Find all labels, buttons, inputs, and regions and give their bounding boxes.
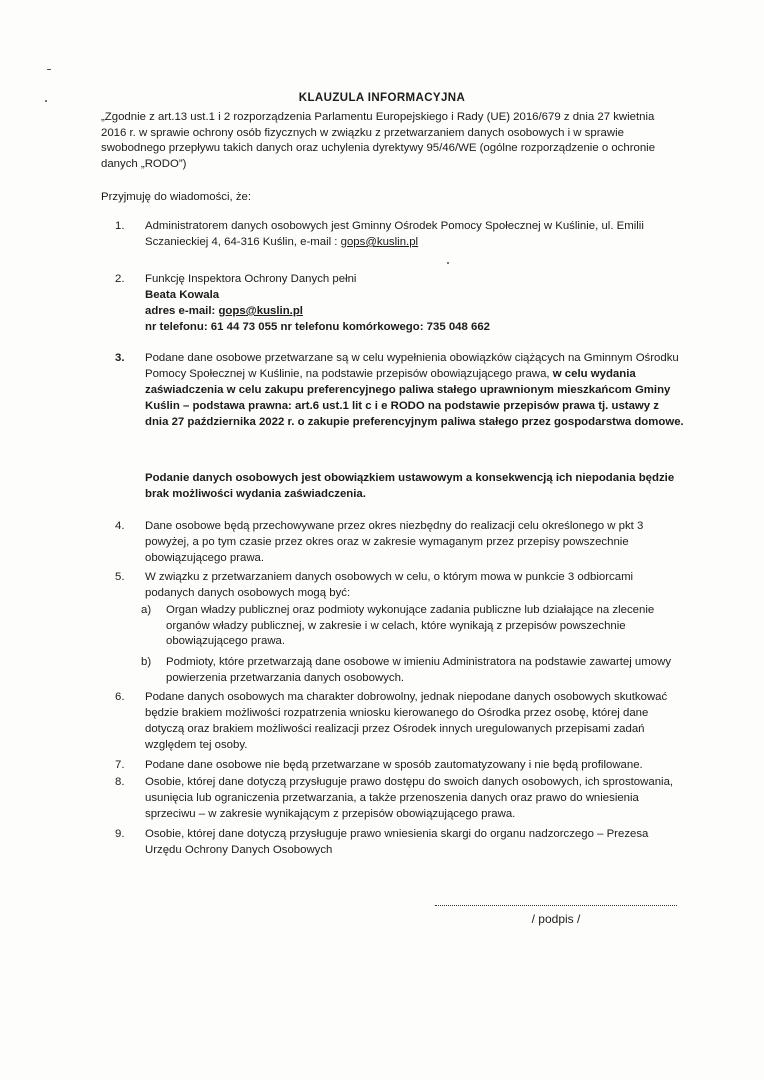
clause-text: Podane danych osobowych ma charakter dobrowolny, jednak niepodane danych osobowych skutkować będzie brakiem możliwości rozpatrzenia wniosku kierowanego do Ośrodka przez osobę, której dane dotyczą oraz brakiem możliwości realizacji przez Ośrodek innych uregulowanych przepisami zadań względem tej osoby. [145,691,668,751]
inspector-email-line [145,303,685,319]
clause-item-4 [115,518,685,566]
signature-label: / podpis / [531,912,581,926]
inspector-email-label: adres e-mail: [145,305,219,317]
legal-basis-intro: „Zgodnie z art.13 ust.1 i 2 rozporządzenia Parlamentu Europejskiego i Rady (UE) 2016/679 z dnia 27 kwietnia 2016 r. w sprawie ochrony osób fizycznych w związku z przetwarzaniem danych osobowych i w sprawie swobodnego przepływu takich danych oraz uchylenia dyrektywy 95/46/WE (ogólne rozporządzenie o ochronie danych „RODO”) [101,111,656,170]
clause-text [145,350,685,430]
clause-number: 5. [115,571,125,583]
clause-text: W związku z przetwarzaniem danych osobowych w celu, o którym mowa w punkcie 3 odbiorcami podanych danych osobowych mogą być: [145,571,634,599]
clause-item-6 [115,689,685,753]
obligation-note: Podanie danych osobowych jest obowiązkiem ustawowym a konsekwencją ich niepodania będzie brak możliwości wydania zaświadczenia. [145,472,675,500]
inspector-intro: Funkcję Inspektora Ochrony Danych pełni [145,273,357,285]
clause-text: Osobie, której dane dotyczą przysługuje prawo wniesienia skargi do organu nadzorczego – Prezesa Urzędu Ochrony Danych Osobowych [145,828,649,856]
clause-number: 2. [115,273,125,285]
clause-number: 8. [115,776,125,788]
clause-item-3 [115,350,685,430]
clause-text: Osobie, której dane dotyczą przysługuje prawo dostępu do swoich danych osobowych, ich sprostowania, usunięcia lub ograniczenia przetwarzania, a także przenoszenia danych oraz prawo do wniesienia sprzeciwu – w zakresie wynikającym z przepisów obowiązującego prawa. [145,776,674,820]
clause-number: 1. [115,220,125,232]
lead-sentence: Przyjmuję do wiadomości, że: [101,191,252,203]
clause-5-subitem-b [141,655,681,686]
clause-item-7 [115,757,685,773]
clause-item-5 [115,569,685,601]
clause-item-8 [115,774,685,822]
subitem-text: Organ władzy publicznej oraz podmioty wykonujące zadania publiczne lub działające na zlecenie organów władzy publicznej, w zakresie i w celach, które wynikają z przepisów powszechnie obowiązującego prawa. [166,604,655,647]
clause-item-9 [115,826,685,858]
signature-line [435,905,677,906]
subitem-text: Podmioty, które przetwarzają dane osobowe w imieniu Administratora na podstawie zawartej umowy powierzenia przetwarzania danych osobowych. [166,656,672,684]
subitem-letter: a) [141,604,152,616]
clause-text-purpose: w celu wydania zaświadczenia w celu zakupu preferencyjnego paliwa stałego uprawnionym mieszkańcom Gminy Kuślin – podstawa prawna: art.6 ust.1 lit c i e RODO na podstawie przepisów prawa tj. ustawy z dnia 27 października 2022 r. o zakupie preferencyjnym paliwa stałego przez gospodarstwa domowe. [145,368,684,428]
inspector-email-link[interactable]: gops@kuslin.pl [218,305,303,317]
clause-item-1 [115,218,685,250]
clause-item-2 [115,271,685,335]
clause-number: 4. [115,520,125,532]
clause-text-main: Podane dane osobowe przetwarzane są w celu wypełnienia obowiązków ciążących na Gminnym Ośrodku Pomocy Społecznej w Kuślinie, na podstawie przepisów obowiązującego prawa, [145,352,679,380]
inspector-phone: nr telefonu: 61 44 73 055 nr telefonu komórkowego: 735 048 662 [145,321,491,333]
clause-text [145,271,685,335]
subitem-letter: b) [141,656,152,668]
document-title: KLAUZULA INFORMACYJNA [298,92,466,104]
administrator-email-link[interactable]: gops@kuslin.pl [340,236,419,248]
inspector-name: Beata Kowala [145,289,220,301]
clause-number: 6. [115,691,125,703]
clause-text: Podane dane osobowe nie będą przetwarzane w sposób zautomatyzowany i nie będą profilowane. [145,759,643,771]
clause-5-subitem-a [141,603,681,650]
clause-text: Dane osobowe będą przechowywane przez okres niezbędny do realizacji celu określonego w pkt 3 powyżej, a po tym czasie przez okres oraz w zakresie wymaganym przez przepisy powszechnie obowiązującego prawa. [145,520,644,564]
scan-mark [447,262,449,264]
clause-number: 7. [115,759,125,771]
scan-mark [47,69,51,70]
clause-text-main: Administratorem danych osobowych jest Gminny Ośrodek Pomocy Społecznej w Kuślinie, ul. Emilii Sczanieckiej 4, 64-316 Kuślin, e-mail : [145,220,644,248]
clause-text [145,218,685,250]
clause-number: 9. [115,828,125,840]
clause-number: 3. [115,352,125,364]
